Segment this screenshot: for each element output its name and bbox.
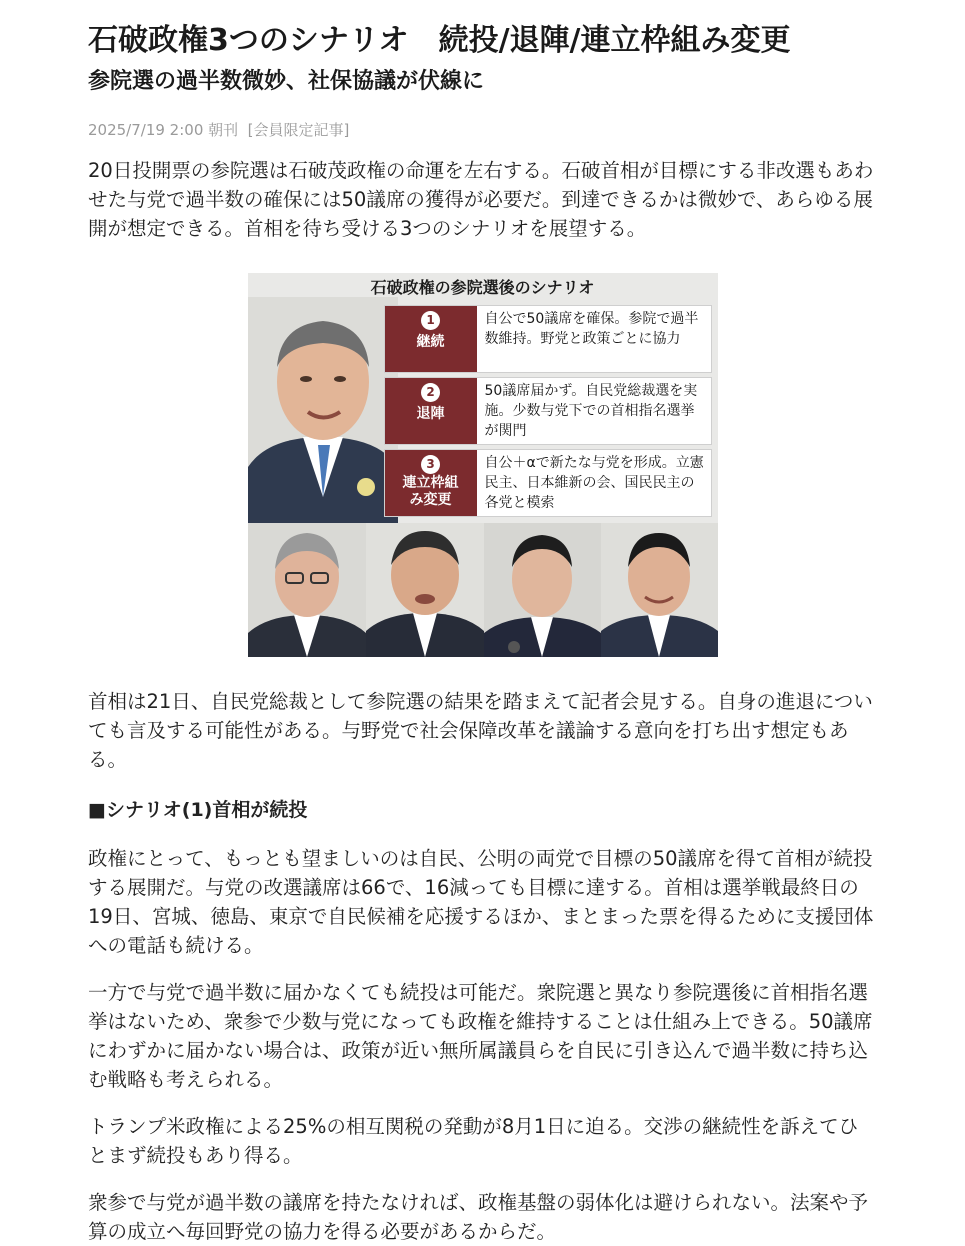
scenario-name: 退陣: [416, 406, 445, 422]
scenario-label: [385, 378, 477, 444]
scenario-label: [385, 306, 477, 372]
scenario-figure: [248, 273, 718, 657]
scenario-name: 継続: [416, 334, 445, 350]
opposition-leader-portrait-4: [601, 523, 718, 657]
body-paragraph-5: 衆参で与党が過半数の議席を持たなければ、政権基盤の弱体化は避けられない。法案や予算の成立へ毎回野党の協力を得る必要があるからだ。: [88, 1191, 869, 1243]
body-paragraph-2: 政権にとって、もっとも望ましいのは自民、公明の両党で目標の50議席を得て首相が続投する展開だ。与党の改選議席は66で、16減っても目標に達する。首相は選挙戦最終日の19日、宮城、徳島、東京で自民候補を応援するほか、まとまった票を得るために支援団体への電話も続ける。: [88, 847, 874, 957]
figure-title: 石破政権の参院選後のシナリオ: [370, 278, 595, 297]
article-subtitle: 参院選の過半数微妙、社保協議が伏線に: [88, 69, 485, 94]
scenario-number: 1: [421, 311, 440, 330]
scenario-card-continue: [384, 305, 712, 373]
section-heading: ■シナリオ(1)首相が続投: [88, 799, 308, 821]
body-paragraph-3: 一方で与党で過半数に届かなくても続投は可能だ。衆院選と異なり参院選後に首相指名選挙はないため、衆参で少数与党になっても政権を維持することは仕組み上できる。50議席にわずかに届かない場合は、政策が近い無所属議員らを自民に引き込んで過半数に持ち込む戦略も考えられる。: [88, 981, 873, 1091]
article-meta: 2025/7/19 2:00 朝刊 [会員限定記事]: [88, 121, 350, 139]
scenario-description: 自公＋αで新たな与党を形成。立憲民主、日本維新の会、国民民主の各党と模索: [484, 455, 704, 511]
body-paragraph-1: 首相は21日、自民党総裁として参院選の結果を踏まえて記者会見する。自身の進退についても言及する可能性がある。与野党で社会保障改革を議論する意向を打ち出す想定もある。: [88, 690, 873, 771]
lead-paragraph: 20日投開票の参院選は石破茂政権の命運を左右する。石破首相が目標にする非改選もあわせた与党で過半数の確保には50議席の獲得が必要だ。到達できるかは微妙で、あらゆる展開が想定できる。首相を待ち受ける3つのシナリオを展望する。: [88, 159, 874, 240]
scenario-card-coalition: [384, 449, 712, 517]
scenario-label: [385, 450, 477, 516]
opposition-leader-portrait-1: [248, 523, 366, 657]
body-paragraph-4: トランプ米政権による25%の相互関税の発動が8月1日に迫る。交渉の継続性を訴えてひとまず続投もあり得る。: [88, 1115, 859, 1167]
scenario-number: 2: [421, 383, 440, 402]
scenario-number: 3: [421, 455, 440, 474]
scenario-card-resign: [384, 377, 712, 445]
article-title: 石破政権3つのシナリオ 続投/退陣/連立枠組み変更: [88, 23, 791, 58]
scenario-name: 連立枠組み変更: [402, 475, 459, 508]
opposition-leader-portrait-2: [366, 523, 484, 657]
opposition-leader-portrait-3: [484, 523, 601, 657]
scenario-description: 自公で50議席を確保。参院で過半数維持。野党と政策ごとに協力: [484, 311, 699, 347]
ishiba-portrait: [248, 297, 398, 523]
scenario-description: 50議席届かず。自民党総裁選を実施。少数与党下での首相指名選挙が関門: [484, 383, 698, 439]
